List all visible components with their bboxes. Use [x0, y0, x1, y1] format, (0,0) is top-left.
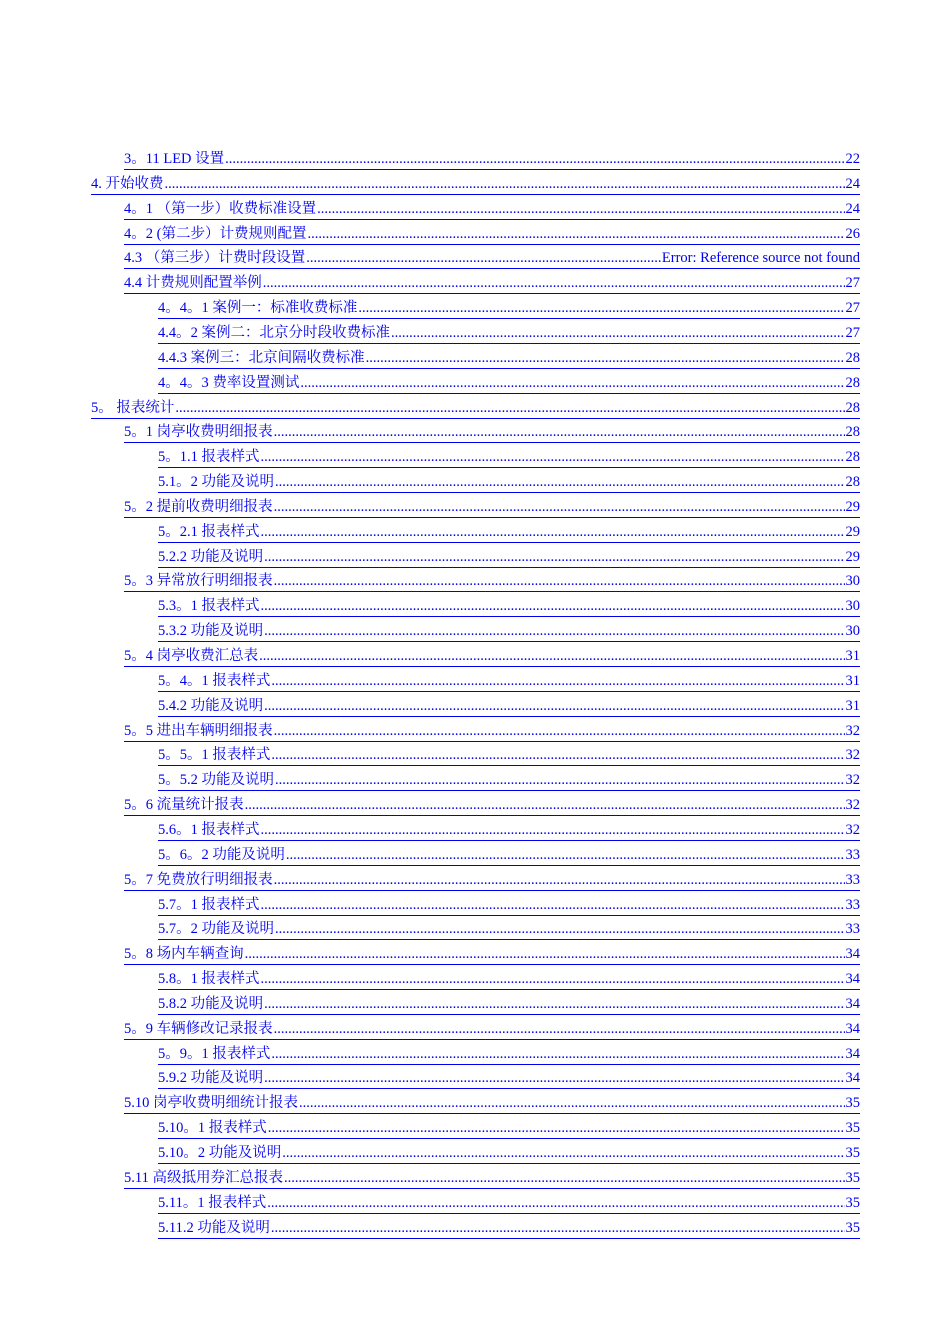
toc-entry[interactable] [158, 916, 860, 940]
toc-dot-leader [259, 648, 844, 665]
toc-entry[interactable] [124, 1016, 860, 1040]
toc-dot-leader [274, 872, 845, 889]
toc-entry-title: 5。6 流量统计报表 [124, 797, 244, 814]
toc-entry[interactable] [158, 519, 860, 543]
toc-page-number: 24 [845, 200, 860, 217]
toc-dot-leader [275, 921, 845, 938]
toc-entry-title: 5。3 异常放行明细报表 [124, 573, 273, 590]
toc-page-number: 34 [845, 971, 860, 988]
toc-page-number: 28 [845, 424, 860, 441]
toc-dot-leader [264, 1070, 844, 1087]
toc-entry[interactable] [124, 643, 860, 667]
toc-page-number: 26 [845, 225, 860, 242]
toc-entry-title: 3。11 LED 设置 [124, 151, 225, 167]
toc-page-number: 35 [845, 1169, 860, 1186]
toc-page-number: 27 [845, 275, 860, 292]
toc-entry[interactable] [124, 568, 860, 592]
toc-dot-leader [271, 747, 844, 764]
toc-page-number: 32 [845, 722, 860, 739]
toc-entry-title: 4。1 （第一步）收费标准设置 [124, 200, 317, 217]
toc-page-number: 30 [845, 573, 860, 590]
toc-page-number: 32 [845, 772, 860, 789]
toc-page-number: 29 [845, 548, 860, 565]
toc-page-number: 35 [845, 1145, 860, 1161]
toc-page-number: 27 [845, 300, 860, 317]
toc-page-number: 29 [845, 498, 860, 515]
toc-page-number: 35 [845, 1194, 860, 1211]
toc-entry-title: 4。4。1 案例一：标准收费标准 [158, 300, 358, 317]
toc-page-number: 35 [845, 1095, 860, 1112]
toc-entry[interactable] [158, 991, 860, 1015]
toc-entry-title: 4.4。2 案例二：北京分时段收费标准 [158, 324, 390, 341]
toc-entry-title: 5。5 进出车辆明细报表 [124, 722, 273, 739]
toc-page-number: 31 [845, 648, 860, 664]
toc-dot-leader [225, 151, 844, 168]
toc-entry[interactable] [124, 146, 860, 170]
toc-page-number: 33 [845, 896, 860, 913]
toc-dot-leader [271, 1046, 844, 1063]
toc-dot-leader [366, 350, 845, 367]
toc-page-number: 32 [845, 821, 860, 838]
toc-entry[interactable] [158, 1115, 860, 1139]
toc-entry[interactable] [124, 494, 860, 518]
toc-entry-title: 5。7 免费放行明细报表 [124, 871, 273, 888]
toc-entry[interactable] [124, 419, 860, 443]
toc-dot-leader [261, 598, 845, 615]
toc-entry[interactable] [158, 295, 860, 319]
toc-entry[interactable] [158, 469, 860, 493]
toc-dot-leader [271, 673, 844, 690]
toc-page-number: 31 [845, 697, 860, 714]
toc-page-number: Error: Reference source not found [661, 250, 860, 267]
toc-entry[interactable] [124, 270, 860, 294]
toc-entry-title: 5.11 高级抵用券汇总报表 [124, 1169, 283, 1186]
toc-entry-title: 5。1.1 报表样式 [158, 449, 260, 466]
toc-dot-leader [267, 1195, 844, 1212]
toc-entry[interactable] [124, 1090, 860, 1114]
toc-entry[interactable] [158, 742, 860, 766]
toc-entry[interactable] [158, 892, 860, 916]
toc-entry[interactable] [158, 1065, 860, 1089]
toc-entry-title: 4.3 （第三步）计费时段设置 [124, 250, 306, 267]
toc-entry-title: 5.1。2 功能及说明 [158, 474, 274, 491]
toc-dot-leader [274, 723, 845, 740]
toc-dot-leader [286, 847, 845, 864]
toc-dot-leader [300, 375, 844, 392]
toc-entry[interactable] [158, 668, 860, 692]
toc-entry[interactable] [124, 867, 860, 891]
toc-entry[interactable] [158, 1140, 860, 1164]
toc-dot-leader [245, 946, 845, 963]
toc-entry[interactable] [91, 395, 860, 419]
toc-entry-title: 5。6。2 功能及说明 [158, 846, 285, 863]
toc-entry[interactable] [124, 245, 860, 269]
toc-dot-leader [264, 996, 844, 1013]
toc-entry[interactable] [158, 1041, 860, 1065]
toc-dot-leader [264, 698, 844, 715]
toc-dot-leader [391, 325, 845, 342]
toc-entry-title: 4。2 (第二步）计费规则配置 [124, 225, 307, 242]
toc-page-number: 28 [845, 349, 860, 366]
toc-dot-leader [261, 449, 845, 466]
toc-entry[interactable] [124, 196, 860, 220]
toc-dot-leader [299, 1095, 845, 1112]
toc-entry-title: 5。8 场内车辆查询 [124, 946, 244, 963]
toc-page-number: 30 [845, 598, 860, 615]
toc-page-number: 27 [845, 324, 860, 341]
toc-entry-title: 5.11.2 功能及说明 [158, 1219, 270, 1236]
toc-dot-leader [282, 1145, 844, 1162]
toc-page-number: 34 [845, 946, 860, 963]
toc-dot-leader [175, 400, 844, 417]
toc-entry-title: 5.7。2 功能及说明 [158, 921, 274, 938]
toc-page-number: 30 [845, 623, 860, 640]
toc-entry-title: 5。9 车辆修改记录报表 [124, 1020, 273, 1037]
toc-dot-leader [358, 300, 844, 317]
toc-page-number: 34 [845, 995, 860, 1012]
toc-entry[interactable] [158, 544, 860, 568]
toc-entry-title: 5。 报表统计 [91, 399, 175, 416]
toc-page-number: 34 [845, 1045, 860, 1062]
toc-entry-title: 5.7。1 报表样式 [158, 896, 260, 913]
toc-entry[interactable] [158, 693, 860, 717]
toc-entry-title: 5.8。1 报表样式 [158, 971, 260, 988]
toc-dot-leader [274, 424, 845, 441]
toc-dot-leader [274, 573, 845, 590]
toc-page-number: 35 [845, 1120, 860, 1137]
toc-page-number: 32 [845, 797, 860, 814]
toc-dot-leader [264, 623, 844, 640]
toc-entry-title: 5.8.2 功能及说明 [158, 995, 264, 1012]
toc-entry[interactable] [158, 593, 860, 617]
toc-page-number: 33 [845, 846, 860, 863]
toc-entry[interactable] [158, 320, 860, 344]
toc-dot-leader [261, 524, 845, 541]
toc-page-number: 32 [845, 747, 860, 764]
toc-entry[interactable] [158, 842, 860, 866]
toc-dot-leader [317, 201, 844, 218]
toc-dot-leader [268, 1120, 845, 1137]
toc-entry[interactable] [158, 767, 860, 791]
toc-page-number: 28 [845, 399, 860, 416]
toc-page-number: 33 [845, 921, 860, 938]
toc-entry-title: 5。1 岗亭收费明细报表 [124, 424, 273, 441]
toc-entry-title: 4. 开始收费 [91, 175, 164, 192]
toc-dot-leader [261, 971, 845, 988]
toc-dot-leader [264, 549, 844, 566]
toc-entry[interactable] [158, 444, 860, 468]
toc-page-number: 35 [845, 1219, 860, 1236]
toc-page-number: 29 [845, 523, 860, 540]
toc-entry[interactable] [158, 1190, 860, 1214]
toc-entry[interactable] [124, 718, 860, 742]
toc-dot-leader [165, 176, 845, 193]
toc-entry-title: 5。5.2 功能及说明 [158, 772, 274, 789]
toc-page-number: 34 [845, 1020, 860, 1037]
toc-entry-title: 5。4。1 报表样式 [158, 672, 271, 689]
toc-entry-title: 5.9.2 功能及说明 [158, 1070, 264, 1087]
toc-dot-leader [307, 226, 844, 243]
toc-dot-leader [261, 822, 845, 839]
toc-entry-title: 4。4。3 费率设置测试 [158, 374, 300, 391]
toc-entry-title: 5.10 岗亭收费明细统计报表 [124, 1095, 298, 1112]
toc-entry[interactable] [124, 1165, 860, 1189]
toc-entry[interactable] [158, 370, 860, 394]
toc-entry-title: 5.10。1 报表样式 [158, 1120, 267, 1137]
toc-entry-title: 5。5。1 报表样式 [158, 747, 271, 764]
toc-entry[interactable] [158, 618, 860, 642]
toc-entry-title: 5。2.1 报表样式 [158, 523, 260, 540]
toc-page-number: 28 [845, 374, 860, 391]
toc-entry-title: 5.4.2 功能及说明 [158, 697, 264, 714]
toc-entry[interactable] [124, 792, 860, 816]
toc-dot-leader [306, 250, 661, 267]
toc-page-number: 28 [845, 449, 860, 466]
toc-dot-leader [245, 797, 845, 814]
toc-entry[interactable] [158, 1215, 860, 1239]
toc-page-number: 33 [845, 871, 860, 888]
toc-page-number: 31 [845, 672, 860, 689]
toc-entry-title: 5。9。1 报表样式 [158, 1045, 271, 1062]
toc-entry[interactable] [124, 941, 860, 965]
toc-entry-title: 5.6。1 报表样式 [158, 821, 260, 838]
toc-entry-title: 4.4.3 案例三：北京间隔收费标准 [158, 349, 365, 366]
toc-dot-leader [274, 499, 845, 516]
toc-page-number: 24 [845, 175, 860, 192]
toc-entry[interactable] [91, 171, 860, 195]
toc-entry[interactable] [124, 221, 860, 245]
toc-dot-leader [284, 1170, 845, 1187]
toc-page-number: 28 [845, 474, 860, 491]
toc-dot-leader [275, 474, 845, 491]
toc-dot-leader [261, 897, 845, 914]
toc-entry-title: 5.11。1 报表样式 [158, 1194, 267, 1211]
toc-entry-title: 5。2 提前收费明细报表 [124, 498, 273, 515]
toc-entry-title: 5.2.2 功能及说明 [158, 548, 264, 565]
toc-entry-title: 5。4 岗亭收费汇总表 [124, 648, 259, 664]
toc-entry-title: 5.3.2 功能及说明 [158, 623, 264, 640]
toc-page-number: 34 [845, 1070, 860, 1087]
toc-entry[interactable] [158, 345, 860, 369]
toc-entry-title: 4.4 计费规则配置举例 [124, 275, 262, 292]
toc-entry-title: 5.10。2 功能及说明 [158, 1145, 282, 1161]
toc-entry[interactable] [158, 817, 860, 841]
toc-entry[interactable] [158, 966, 860, 990]
toc-page-number: 22 [845, 151, 860, 167]
toc-dot-leader [274, 1021, 845, 1038]
toc-dot-leader [263, 275, 845, 292]
toc-dot-leader [271, 1220, 845, 1237]
toc-entry-title: 5.3。1 报表样式 [158, 598, 260, 615]
toc-dot-leader [275, 772, 845, 789]
